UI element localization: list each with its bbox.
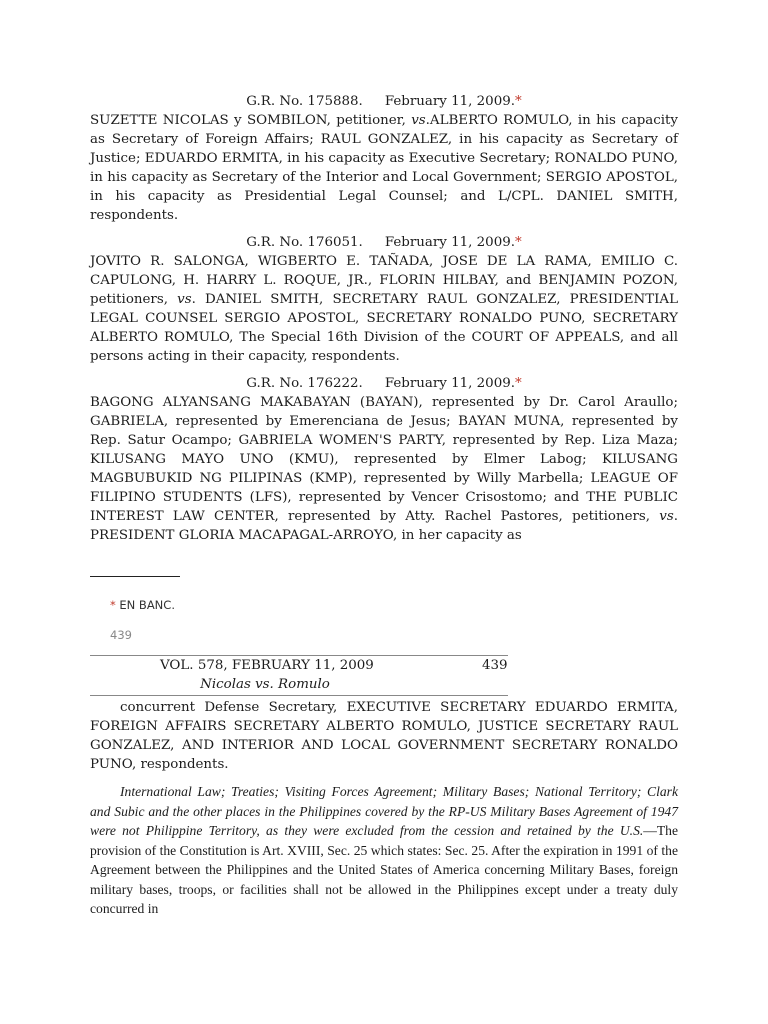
running-header	[90, 655, 508, 692]
running-header-volume: VOL. 578, FEBRUARY 11, 2009	[160, 658, 374, 673]
footnote-text: EN BANC.	[119, 598, 175, 612]
page-lower	[90, 698, 678, 919]
continuation-text: concurrent Defense Secretary, EXECUTIVE SECRETARY EDUARDO ERMITA, FOREIGN AFFAIRS SECRETARY ALBERTO ROMULO, JUSTICE SECRETARY RAUL GONZALEZ, AND INTERIOR AND LOCAL GOVERNMENT SECRETARY RONALDO PUNO, respondents.	[90, 700, 678, 772]
case-2	[90, 233, 678, 366]
case-parties: JOVITO R. SALONGA, WIGBERTO E. TAÑADA, JOSE DE LA RAMA, EMILIO C. CAPULONG, H. HARRY L. ROQUE, JR., FLORIN HILBAY, and BENJAMIN POZON, petitioners, vs. DANIEL SMITH, SECRETARY RAUL GONZALEZ, PRESIDENTIAL LEGAL COUNSEL SERGIO APOSTOL, SECRETARY RONALDO PUNO, SECRETARY ALBERTO ROMULO, The Special 16th Division of the COURT OF APPEALS, and all persons acting in their capacity, respondents.	[90, 254, 678, 364]
footnote-marker[interactable]: *	[515, 94, 522, 109]
case-date: February 11, 2009.	[384, 235, 515, 250]
footnote-star[interactable]: *	[110, 598, 116, 612]
case-caption	[90, 92, 678, 111]
page-number: 439	[110, 628, 132, 642]
running-header-title: Nicolas vs. Romulo	[200, 677, 330, 692]
case-date: February 11, 2009.	[384, 376, 515, 391]
case-parties: BAGONG ALYANSANG MAKABAYAN (BAYAN), represented by Dr. Carol Araullo; GABRIELA, represented by Emerenciana de Jesus; BAYAN MUNA, represented by Rep. Satur Ocampo; GABRIELA WOMEN'S PARTY, represented by Rep. Liza Maza; KILUSANG MAYO UNO (KMU), represented by Elmer Labog; KILUSANG MAGBUBUKID NG PILIPINAS (KMP), represented by Willy Marbella; LEAGUE OF FILIPINO STUDENTS (LFS), represented by Vencer Crisostomo; and THE PUBLIC INTEREST LAW CENTER, represented by Atty. Rachel Pastores, petitioners, vs. PRESIDENT GLORIA MACAPAGAL-ARROYO, in her capacity as	[90, 395, 678, 543]
running-header-rule	[90, 695, 508, 696]
footnote-marker[interactable]: *	[515, 235, 522, 250]
case-1	[90, 92, 678, 225]
case-caption	[90, 374, 678, 393]
case-gr-number: G.R. No. 176051.	[246, 235, 363, 250]
case-gr-number: G.R. No. 176222.	[246, 376, 363, 391]
case-gr-number: G.R. No. 175888.	[246, 94, 363, 109]
running-header-page: 439	[482, 658, 508, 673]
footnote-separator	[90, 576, 180, 577]
page-upper	[90, 92, 678, 553]
syllabus-paragraph: International Law; Treaties; Visiting Forces Agreement; Military Bases; National Territory; Clark and Subic and the other places in the Philippines covered by the RP-US Military Bases Agreement of 1947 were not Philippine Territory, as they were excluded from the cession and retained by the U.S.—The provision of the Constitution is Art. XVIII, Sec. 25 which states: Sec. 25. After the expiration in 1991 of the Agreement between the Philippines and the United States of America concerning Military Bases, foreign military bases, troops, or facilities shall not be allowed in the Philippines except under a treaty duly concurred in	[90, 784, 678, 916]
case-date: February 11, 2009.	[384, 94, 515, 109]
case-3	[90, 374, 678, 545]
footnote-marker[interactable]: *	[515, 376, 522, 391]
footnote	[110, 598, 175, 612]
case-parties: SUZETTE NICOLAS y SOMBILON, petitioner, vs.ALBERTO ROMULO, in his capacity as Secretary of Foreign Affairs; RAUL GONZALEZ, in his capacity as Secretary of Justice; EDUARDO ERMITA, in his capacity as Executive Secretary; RONALDO PUNO, in his capacity as Secretary of the Interior and Local Government; SERGIO APOSTOL, in his capacity as Presidential Legal Counsel; and L/CPL. DANIEL SMITH, respondents.	[90, 113, 678, 223]
case-caption	[90, 233, 678, 252]
